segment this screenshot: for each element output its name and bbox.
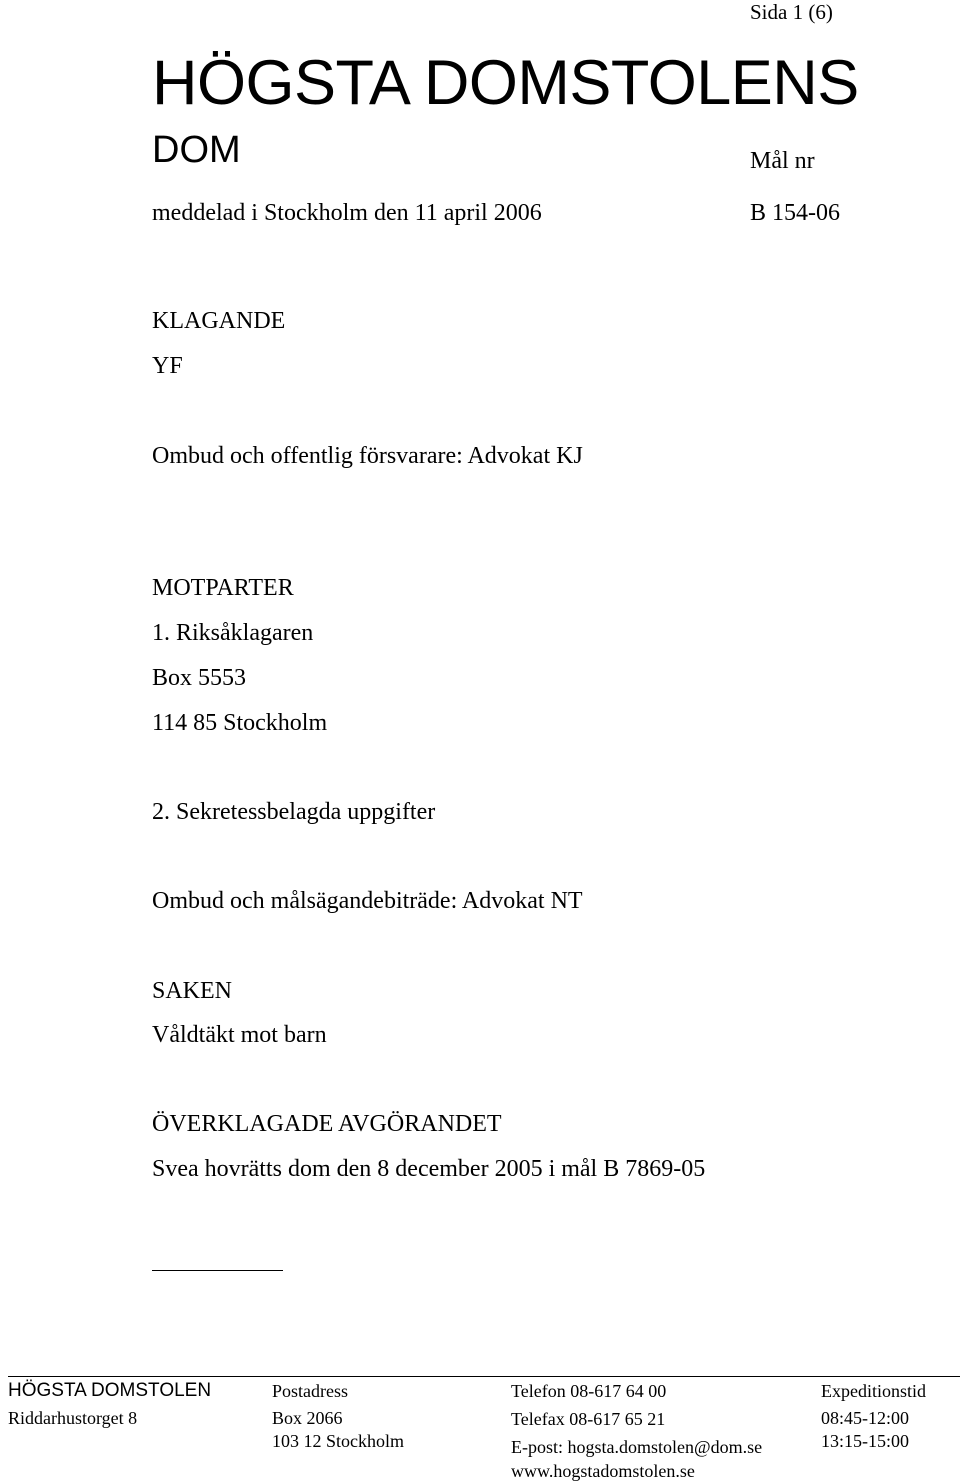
footer-hours-morning: 08:45-12:00: [821, 1408, 909, 1428]
respondent-1-name: 1. Riksåklagaren: [152, 620, 314, 646]
end-rule: [152, 1270, 283, 1271]
case-number-label: Mål nr: [750, 148, 815, 174]
footer-divider: [8, 1376, 960, 1377]
date-line: meddelad i Stockholm den 11 april 2006: [152, 200, 542, 226]
footer-postal-box: Box 2066: [272, 1408, 343, 1428]
matter-text: Våldtäkt mot barn: [152, 1022, 327, 1048]
footer-street: Riddarhustorget 8: [8, 1408, 138, 1428]
footer-hours-heading: Expeditionstid: [821, 1381, 926, 1401]
page-number: Sida 1 (6): [750, 0, 833, 24]
appealed-decision-heading: ÖVERKLAGADE AVGÖRANDET: [152, 1111, 502, 1137]
document-type: DOM: [152, 129, 241, 171]
footer-court-name: HÖGSTA DOMSTOLEN: [8, 1380, 212, 1401]
matter-heading: SAKEN: [152, 978, 233, 1004]
court-name-title: HÖGSTA DOMSTOLENS: [152, 48, 859, 118]
appellant-name: YF: [152, 353, 183, 379]
appealed-decision-text: Svea hovrätts dom den 8 december 2005 i mål B 7869-05: [152, 1156, 706, 1182]
footer-fax: Telefax 08-617 65 21: [511, 1409, 666, 1429]
footer-hours-afternoon: 13:15-15:00: [821, 1431, 909, 1451]
footer-phone: Telefon 08-617 64 00: [511, 1381, 667, 1401]
footer-email-link[interactable]: E-post: hogsta.domstolen@dom.se: [511, 1437, 763, 1457]
footer-website-link[interactable]: www.hogstadomstolen.se: [511, 1461, 695, 1481]
respondent-1-city: 114 85 Stockholm: [152, 710, 328, 736]
case-number: B 154-06: [750, 200, 840, 226]
respondents-heading: MOTPARTER: [152, 575, 294, 601]
respondent-2-name: 2. Sekretessbelagda uppgifter: [152, 799, 436, 825]
appellant-heading: KLAGANDE: [152, 308, 286, 334]
appellant-counsel: Ombud och offentlig försvarare: Advokat KJ: [152, 443, 583, 469]
respondent-1-box: Box 5553: [152, 665, 247, 691]
respondent-2-counsel: Ombud och målsägandebiträde: Advokat NT: [152, 888, 583, 914]
footer-postal-city: 103 12 Stockholm: [272, 1431, 405, 1451]
footer-postal-heading: Postadress: [272, 1381, 348, 1401]
